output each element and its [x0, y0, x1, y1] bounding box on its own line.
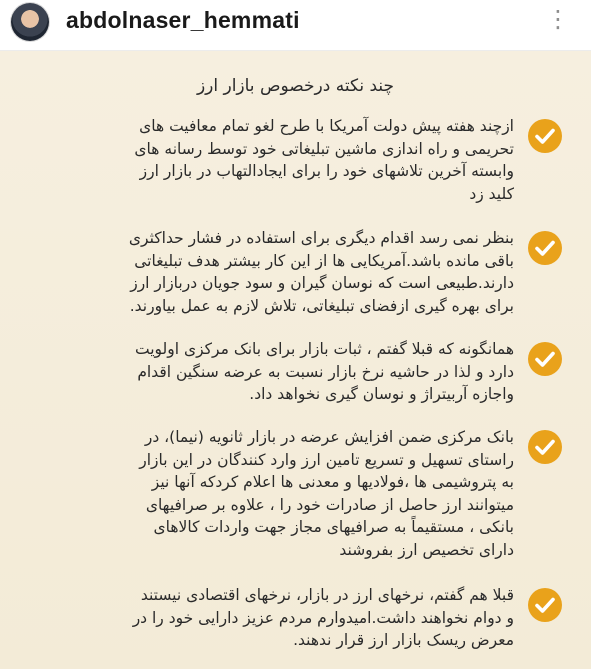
item-text: بنظر نمی رسد اقدام دیگری برای استفاده در فشار حداکثری باقی مانده باشد.آمریکایی ها از این کار بیشتر هدف تبلیغاتی دارند.طبیعی است که نوسان گیران و سود جویان دربازار ارز برای بهره گیری ازفضای تبلیغاتی، تلاش لازم به عمل بیاورند.: [128, 229, 514, 315]
avatar[interactable]: [11, 3, 49, 41]
list-item: [30, 338, 562, 416]
list-item: [30, 584, 562, 662]
list-item: [30, 426, 562, 571]
item-text: بانک مرکزی ضمن افزایش عرضه در بازار ثانویه (نیما)، در راستای تسهیل و تسریع تامین ارز وارد کنندگان در این بازار به پتروشیمی ها ،فولادیها و معدنی ها اعلام کردکه آنها نیز میتوانند ارز حاصل از صادرات خود را ، علاوه بر صرافیهای بانکی ، مستقیماً به صرافیهای مجاز جهت واردات کالاهای دارای تخصیص ارز بفروشند: [139, 428, 514, 559]
item-text: همانگونه که قبلا گفتم ، ثبات بازار برای بانک مرکزی اولویت دارد و لذا در حاشیه نرخ بازار نسبت به عرضه سنگین اقدام واجازه آربیتراژ و نوسان گیری نخواهد داد.: [135, 340, 514, 403]
post-title: چند نکته درخصوص بازار ارز: [196, 76, 395, 96]
username[interactable]: abdolnaser_hemmati: [66, 7, 300, 33]
check-icon: [528, 430, 562, 464]
check-icon: [528, 231, 562, 265]
item-text: قبلا هم گفتم، نرخهای ارز در بازار، نرخهای اقتصادی نیستند و دوام نخواهند داشت.امیدوارم مردم عزیز دارایی خود را در معرض ریسک بازار ارز قرار ندهند.: [132, 586, 514, 649]
check-icon: [528, 119, 562, 153]
item-text: ازچند هفته پیش دولت آمریکا با طرح لغو تمام معافیت های تحریمی و راه اندازی ماشین تبلیغاتی خود توسط رسانه های وابسته آخرین تلاشهای خود را برای ایجادالتهاب در بازار ارز کلید زد: [134, 117, 514, 203]
post-image: [0, 51, 591, 669]
list-item: [30, 115, 562, 215]
more-icon[interactable]: ⋮: [546, 5, 570, 33]
list-item: [30, 227, 562, 327]
check-icon: [528, 342, 562, 376]
post-header: [0, 0, 591, 51]
check-icon: [528, 588, 562, 622]
